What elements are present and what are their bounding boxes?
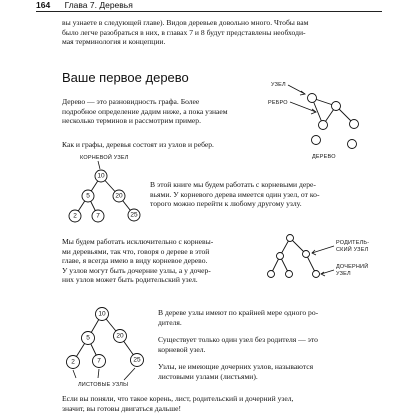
graph-node: [319, 121, 328, 130]
root-rule-line: Существует только один узел без родителя — это: [158, 335, 318, 344]
intro-line: мая терминология и концепции.: [62, 37, 166, 47]
arrow-icon: [321, 270, 334, 274]
tree-node: [82, 190, 94, 202]
page-number: 164: [36, 0, 51, 10]
definition-line: подробное определение дадим ниже, а пока узнаем: [62, 106, 228, 116]
page-header: [36, 0, 406, 10]
chapter-title: Глава 7. Деревья: [64, 0, 133, 10]
svg-text:25: 25: [130, 211, 138, 219]
arrow-icon: [290, 102, 316, 112]
parent-label: СКИЙ УЗЕЛ: [336, 247, 369, 253]
rooted-paragraph: [62, 237, 264, 285]
section-title: Ваше первое дерево: [62, 70, 189, 85]
graph-node: [348, 140, 357, 149]
tree-node: [303, 251, 310, 258]
leaf-rule-paragraph: [158, 362, 382, 381]
arrow-icon: [124, 368, 135, 380]
arrow-icon: [311, 109, 316, 114]
root-rule-line: корневой узел.: [158, 344, 206, 354]
graph-figure: [268, 78, 380, 160]
root-rule-paragraph: [158, 335, 382, 354]
arrow-icon: [288, 85, 305, 94]
rooted-line: ми деревьями, так что, говоря о дереве в этой: [62, 246, 210, 256]
svg-text:2: 2: [71, 358, 75, 366]
arrow-icon: [73, 370, 76, 378]
root-label: КОРНЕВОЙ УЗЕЛ: [80, 155, 129, 161]
root-line: вьями. У корневого дерева имеется один узел, от ко-: [150, 189, 320, 199]
tree-node: [287, 235, 294, 242]
svg-text:7: 7: [97, 357, 101, 365]
graph-caption: ДЕРЕВО: [312, 154, 336, 160]
tree-node: [131, 354, 144, 367]
arrow-icon: [98, 369, 99, 378]
tree-node: [313, 271, 320, 278]
graph-node: [332, 102, 341, 111]
parent-child-figure: [264, 230, 388, 302]
graph-node: [312, 136, 321, 145]
tree-node: [95, 170, 107, 182]
svg-text:7: 7: [96, 212, 100, 220]
leaf-rule-line: Узлы, не имеющие дочерних узлов, называются: [158, 362, 314, 371]
svg-text:10: 10: [97, 172, 105, 180]
svg-text:20: 20: [116, 332, 124, 340]
svg-text:20: 20: [115, 192, 123, 200]
svg-text:10: 10: [98, 310, 106, 318]
arrow-icon: [98, 161, 100, 169]
arrow-icon: [312, 246, 334, 253]
definition-paragraph: [62, 97, 260, 126]
parent-rule-line: В дереве узлы имеют по крайней мере одного ро-: [158, 308, 319, 317]
leaf-rule-line: листовыми узлами (листьями).: [158, 371, 258, 381]
closing-paragraph: [62, 394, 382, 413]
intro-line: было легче разобраться в них, в главах 7 и 8 будут представлены необходи-: [62, 27, 306, 37]
leaf-tree-figure: [58, 300, 162, 392]
tree-node: [268, 271, 275, 278]
parent-rule-paragraph: [158, 308, 382, 327]
parent-label: РОДИТЕЛЬ-: [336, 240, 370, 246]
child-label: ДОЧЕРНИЙ: [336, 264, 369, 270]
tree-node: [82, 332, 95, 345]
graph-node-label: УЗЕЛ: [271, 82, 286, 88]
rooted-line: них узлов может быть родительский узел.: [62, 275, 198, 285]
leaves-label: ЛИСТОВЫЕ УЗЛЫ: [78, 382, 129, 388]
child-label: УЗЕЛ: [336, 271, 351, 277]
closing-line: значит, вы готовы двигаться дальше!: [62, 403, 182, 413]
intro-paragraph: [62, 18, 382, 47]
tree-node: [93, 355, 106, 368]
parent-rule-line: дителя.: [158, 317, 182, 327]
rooted-line: главе, я всегда имею в виду корневое дерево.: [62, 256, 208, 266]
tree-node: [286, 271, 293, 278]
graph-node: [308, 94, 317, 103]
svg-text:5: 5: [86, 192, 90, 200]
nodes-edges-paragraph: [62, 140, 272, 150]
nodes-edges-line: Как и графы, деревья состоят из узлов и ребер.: [62, 140, 214, 149]
graph-node: [350, 120, 359, 129]
root-paragraph: [150, 180, 382, 209]
root-line: торого можно перейти к любому другому узлу.: [150, 199, 302, 209]
graph-edge-label: РЕБРО: [268, 100, 288, 106]
intro-line: вы узнаете в следующей главе). Видов деревьев довольно много. Чтобы вам: [62, 18, 309, 27]
tree-node: [114, 330, 127, 343]
rooted-line: Мы будем работать исключительно с корневы-: [62, 237, 214, 246]
closing-line: Если вы поняли, что такое корень, лист, родительский и дочерний узел,: [62, 394, 294, 403]
tree-node: [96, 308, 109, 321]
tree-node: [128, 209, 140, 221]
tree-node: [277, 253, 284, 260]
tree-node: [92, 210, 104, 222]
svg-text:25: 25: [133, 356, 141, 364]
svg-text:2: 2: [73, 212, 77, 220]
tree-node: [69, 210, 81, 222]
tree-node: [67, 356, 80, 369]
definition-line: несколько терминов и рассмотрим пример.: [62, 116, 201, 126]
svg-text:5: 5: [86, 334, 90, 342]
root-line: В этой книге мы будем работать с корневыми дере-: [150, 180, 316, 189]
header-rule: [36, 11, 382, 12]
rooted-line: У узлов могут быть дочерние узлы, а у дочер-: [62, 265, 211, 275]
tree-node: [113, 190, 125, 202]
definition-line: Дерево — это разновидность графа. Более: [62, 97, 200, 106]
